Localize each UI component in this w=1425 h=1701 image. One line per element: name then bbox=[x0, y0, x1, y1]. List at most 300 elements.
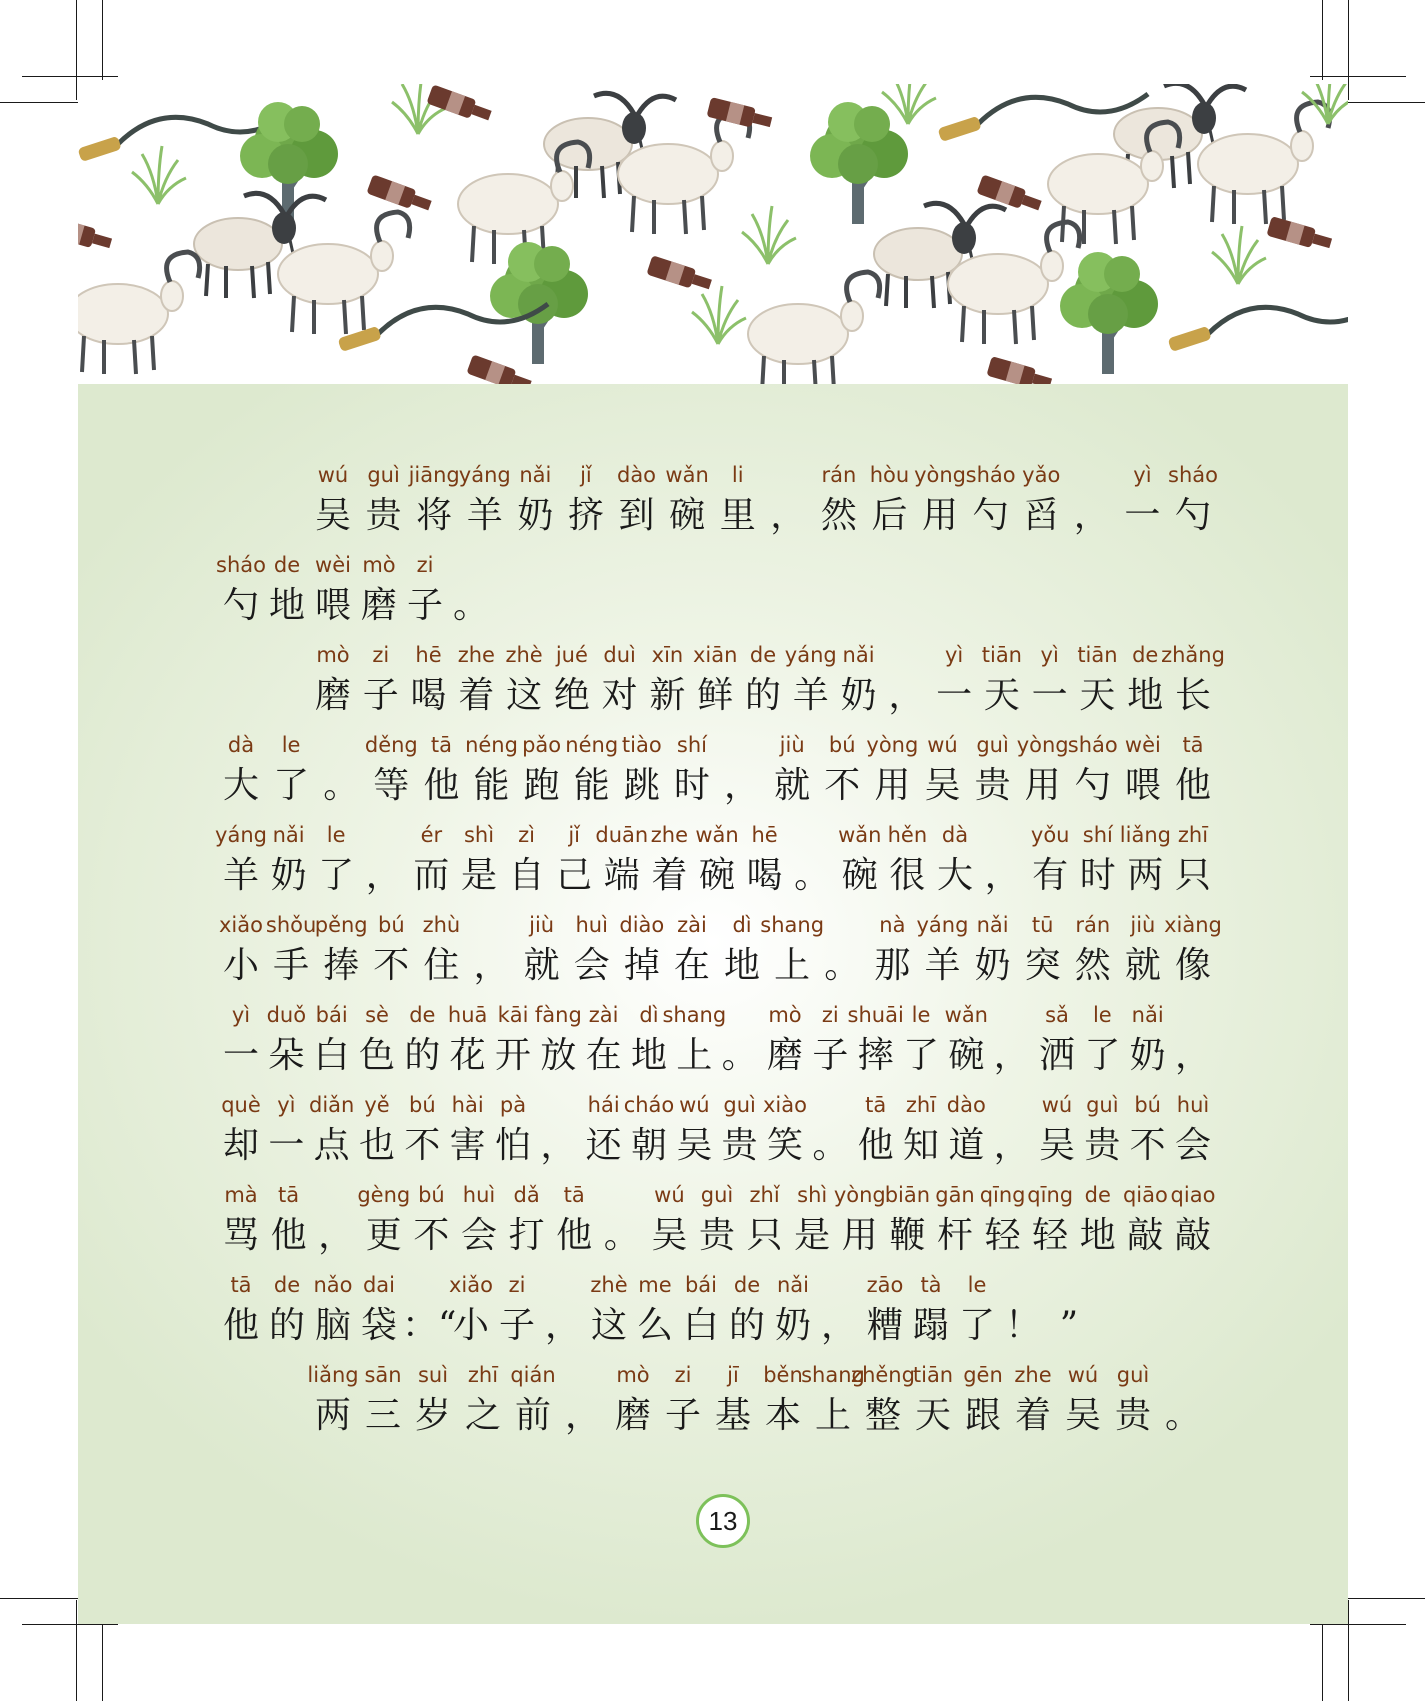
pinyin: zhī bbox=[1177, 823, 1209, 847]
hanzi: 子 bbox=[812, 1035, 849, 1076]
pinyin: duì bbox=[603, 643, 636, 667]
hanzi: 他 bbox=[556, 1215, 593, 1256]
hanzi: 捧 bbox=[323, 945, 360, 986]
pinyin: bú bbox=[828, 733, 856, 757]
hanzi: 骂 bbox=[222, 1215, 259, 1256]
pinyin: jiāng bbox=[408, 463, 460, 487]
pinyin: tiān bbox=[1077, 643, 1118, 667]
hanzi: 两 bbox=[314, 1395, 351, 1436]
pinyin: le bbox=[967, 1273, 987, 1297]
pinyin: tā bbox=[430, 733, 452, 757]
pinyin bbox=[1026, 1268, 1112, 1302]
pinyin: nǎo bbox=[313, 1273, 353, 1297]
pinyin: zhe bbox=[1014, 1363, 1052, 1387]
pinyin: wǎn bbox=[695, 823, 739, 847]
hanzi: 小 bbox=[452, 1305, 489, 1346]
punctuation: 。 bbox=[603, 1215, 640, 1256]
hanzi: 的 bbox=[404, 1035, 441, 1076]
hanzi: 怕 bbox=[494, 1125, 531, 1166]
hanzi-cell bbox=[1164, 908, 1222, 990]
pinyin bbox=[428, 548, 514, 582]
pinyin: dà bbox=[227, 733, 255, 757]
pinyin: hē bbox=[415, 643, 442, 667]
pinyin: tiào bbox=[621, 733, 662, 757]
pinyin: guì bbox=[367, 463, 400, 487]
pinyin: nǎi bbox=[776, 1273, 809, 1297]
pinyin: jué bbox=[555, 643, 588, 667]
pinyin: xīn bbox=[651, 643, 684, 667]
pinyin: zi bbox=[821, 1003, 839, 1027]
crop-mark bbox=[102, 1622, 103, 1701]
hanzi: 着 bbox=[1014, 1395, 1051, 1436]
hanzi: 了 bbox=[1084, 1035, 1121, 1076]
hanzi: 放 bbox=[540, 1035, 577, 1076]
pinyin: zhī bbox=[905, 1093, 937, 1117]
hanzi: 用 bbox=[874, 765, 911, 806]
pinyin: rán bbox=[821, 463, 857, 487]
pinyin: pěng bbox=[314, 913, 368, 937]
hanzi: 吴 bbox=[1064, 1395, 1101, 1436]
pinyin: wú bbox=[679, 1093, 710, 1117]
pinyin: yáng bbox=[458, 463, 511, 487]
crop-mark bbox=[1310, 76, 1406, 77]
pinyin: wú bbox=[927, 733, 958, 757]
hanzi: 他 bbox=[222, 1305, 259, 1346]
pinyin: yì bbox=[1133, 463, 1152, 487]
punctuation: ， bbox=[540, 1125, 577, 1166]
pinyin: qiao bbox=[1170, 1183, 1216, 1207]
hanzi: 敲 bbox=[1174, 1215, 1211, 1256]
hanzi: 子 bbox=[362, 675, 399, 716]
hanzi: 的 bbox=[744, 675, 781, 716]
pinyin: wǎn bbox=[944, 1003, 988, 1027]
pinyin: néng bbox=[565, 733, 619, 757]
hanzi: 碗 bbox=[698, 855, 735, 896]
pinyin: zài bbox=[677, 913, 707, 937]
punctuation: ， bbox=[564, 1395, 601, 1436]
pinyin: shì bbox=[463, 823, 495, 847]
hanzi: 一 bbox=[1031, 675, 1068, 716]
punctuation: ， bbox=[820, 1305, 857, 1346]
hanzi: 子 bbox=[664, 1395, 701, 1436]
hanzi: 碗 bbox=[841, 855, 878, 896]
hanzi: 会 bbox=[460, 1215, 497, 1256]
hanzi-cell bbox=[1170, 458, 1216, 540]
hanzi-cell bbox=[1160, 1358, 1206, 1440]
hanzi: 色 bbox=[358, 1035, 395, 1076]
hanzi: 了 bbox=[273, 765, 310, 806]
hanzi: 一 bbox=[222, 1035, 259, 1076]
pinyin: jī bbox=[727, 1363, 739, 1387]
pinyin: wǎn bbox=[665, 463, 709, 487]
hanzi: 笑 bbox=[766, 1125, 803, 1166]
punctuation: 。 bbox=[721, 1035, 758, 1076]
pinyin: kāi bbox=[497, 1003, 529, 1027]
hanzi: 还 bbox=[585, 1125, 622, 1166]
hanzi: 他 bbox=[423, 765, 460, 806]
hanzi: 羊 bbox=[792, 675, 829, 716]
hanzi: 跳 bbox=[623, 765, 660, 806]
hanzi: 他 bbox=[857, 1125, 894, 1166]
hanzi: 贵 bbox=[974, 765, 1011, 806]
pinyin: shǒu bbox=[265, 913, 317, 937]
hanzi: 的 bbox=[728, 1305, 765, 1346]
hanzi: 天 bbox=[1079, 675, 1116, 716]
pinyin: xiào bbox=[763, 1093, 807, 1117]
pinyin: nǎi bbox=[976, 913, 1009, 937]
pinyin: guì bbox=[976, 733, 1009, 757]
hanzi: 大 bbox=[222, 765, 259, 806]
pinyin: dào bbox=[616, 463, 657, 487]
hanzi: 了 bbox=[318, 855, 355, 896]
pinyin: le bbox=[326, 823, 346, 847]
pinyin: wú bbox=[317, 463, 349, 487]
pinyin: shí bbox=[1082, 823, 1113, 847]
punctuation: 。 bbox=[824, 945, 861, 986]
hanzi: 这 bbox=[506, 675, 543, 716]
hanzi: 本 bbox=[764, 1395, 801, 1436]
hanzi: 喂 bbox=[314, 585, 351, 626]
punctuation: ， bbox=[993, 1125, 1030, 1166]
hanzi: 用 bbox=[922, 495, 959, 536]
pinyin: pà bbox=[499, 1093, 527, 1117]
hanzi: 这 bbox=[590, 1305, 627, 1346]
pinyin: duǒ bbox=[266, 1003, 307, 1027]
pinyin: xiǎo bbox=[449, 1273, 493, 1297]
pinyin: le bbox=[911, 1003, 931, 1027]
hanzi: 勺 bbox=[972, 495, 1009, 536]
pinyin: nǎi bbox=[842, 643, 875, 667]
pinyin: yáng bbox=[784, 643, 837, 667]
pinyin: hěn bbox=[887, 823, 928, 847]
crop-mark bbox=[76, 0, 77, 100]
hanzi: 羊 bbox=[222, 855, 259, 896]
pinyin: yòng bbox=[866, 733, 919, 757]
hanzi: 就 bbox=[774, 765, 811, 806]
pinyin: sháo bbox=[1168, 463, 1218, 487]
hanzi-cell bbox=[1046, 1268, 1092, 1350]
punctuation: ， bbox=[770, 495, 807, 536]
hanzi: 就 bbox=[523, 945, 560, 986]
pinyin: jǐ bbox=[580, 463, 592, 487]
hanzi: 会 bbox=[1174, 1125, 1211, 1166]
pinyin: shí bbox=[676, 733, 707, 757]
pinyin: bú bbox=[377, 913, 405, 937]
hanzi: 贵 bbox=[1114, 1395, 1151, 1436]
hanzi: 不 bbox=[373, 945, 410, 986]
hanzi: 只 bbox=[1174, 855, 1211, 896]
hanzi: 奶 bbox=[774, 1305, 811, 1346]
hanzi: 时 bbox=[673, 765, 710, 806]
pinyin: sháo bbox=[1067, 733, 1118, 757]
hanzi: 奶 bbox=[1129, 1035, 1166, 1076]
hanzi: 鞭 bbox=[889, 1215, 926, 1256]
pinyin: qiāo bbox=[1122, 1183, 1168, 1207]
pinyin: yáng bbox=[916, 913, 969, 937]
hanzi: 后 bbox=[871, 495, 908, 536]
pinyin: shang bbox=[760, 913, 825, 937]
hanzi: 长 bbox=[1174, 675, 1211, 716]
pinyin: nà bbox=[879, 913, 906, 937]
pinyin: yì bbox=[277, 1093, 296, 1117]
pinyin: mò bbox=[616, 1363, 650, 1387]
pinyin: hē bbox=[751, 823, 778, 847]
crop-mark bbox=[1348, 1600, 1349, 1701]
hanzi: 打 bbox=[508, 1215, 545, 1256]
pinyin: què bbox=[221, 1093, 261, 1117]
pinyin: de bbox=[273, 1273, 301, 1297]
punctuation: ， bbox=[544, 1305, 581, 1346]
hanzi: 而 bbox=[413, 855, 450, 896]
pinyin: tā bbox=[563, 1183, 585, 1207]
pinyin: zhǎng bbox=[1161, 643, 1225, 667]
hanzi: 开 bbox=[494, 1035, 531, 1076]
hanzi: 奶 bbox=[974, 945, 1011, 986]
pinyin: zhè bbox=[590, 1273, 628, 1297]
hanzi: 朝 bbox=[630, 1125, 667, 1166]
pinyin: hài bbox=[451, 1093, 484, 1117]
pinyin: bú bbox=[409, 1093, 436, 1117]
hanzi-cell bbox=[1170, 1178, 1216, 1260]
pinyin: yì bbox=[1040, 643, 1059, 667]
crop-mark bbox=[22, 76, 118, 77]
hanzi: 只 bbox=[746, 1215, 783, 1256]
hanzi: 磨 bbox=[614, 1395, 651, 1436]
pinyin: zhǐ bbox=[749, 1183, 780, 1207]
hanzi: 突 bbox=[1024, 945, 1061, 986]
hanzi: 里 bbox=[719, 495, 756, 536]
pinyin: nǎi bbox=[519, 463, 552, 487]
hanzi: 一 bbox=[268, 1125, 305, 1166]
hanzi: 手 bbox=[273, 945, 310, 986]
pinyin: zhù bbox=[422, 913, 461, 937]
pinyin: gān bbox=[935, 1183, 975, 1207]
hanzi: 不 bbox=[404, 1125, 441, 1166]
pinyin bbox=[1140, 1358, 1226, 1392]
pinyin: bái bbox=[684, 1273, 718, 1297]
punctuation: ， bbox=[473, 945, 510, 986]
hanzi: 前 bbox=[514, 1395, 551, 1436]
hanzi: 就 bbox=[1124, 945, 1161, 986]
illustration-banner bbox=[78, 84, 1348, 384]
hanzi: 喝 bbox=[410, 675, 447, 716]
pinyin: de bbox=[1084, 1183, 1111, 1207]
pinyin: wèi bbox=[315, 553, 351, 577]
pinyin: huì bbox=[1176, 1093, 1210, 1117]
pinyin: mò bbox=[316, 643, 350, 667]
pinyin: diào bbox=[619, 913, 665, 937]
pinyin: de bbox=[409, 1003, 436, 1027]
hanzi: 羊 bbox=[466, 495, 503, 536]
hanzi: 贵 bbox=[365, 495, 402, 536]
hanzi: 不 bbox=[824, 765, 861, 806]
pinyin: tā bbox=[278, 1183, 300, 1207]
hanzi: 白 bbox=[682, 1305, 719, 1346]
hanzi: 基 bbox=[714, 1395, 751, 1436]
hanzi: 到 bbox=[618, 495, 655, 536]
pinyin: dì bbox=[639, 1003, 659, 1027]
pinyin: wú bbox=[1067, 1363, 1099, 1387]
pinyin: qīng bbox=[979, 1183, 1026, 1207]
pinyin: tiān bbox=[912, 1363, 954, 1387]
pinyin: hòu bbox=[869, 463, 910, 487]
pinyin: yáng bbox=[215, 823, 267, 847]
hanzi: 能 bbox=[473, 765, 510, 806]
hanzi: 一 bbox=[936, 675, 973, 716]
pinyin: tā bbox=[1182, 733, 1204, 757]
pinyin: gēn bbox=[963, 1363, 1003, 1387]
pinyin: yǒu bbox=[1030, 823, 1070, 847]
hanzi: 的 bbox=[268, 1305, 305, 1346]
hanzi: 很 bbox=[889, 855, 926, 896]
pinyin: rán bbox=[1075, 913, 1111, 937]
punctuation: 。 bbox=[323, 765, 360, 806]
hanzi: 敲 bbox=[1127, 1215, 1164, 1256]
hanzi: 洒 bbox=[1038, 1035, 1075, 1076]
pinyin: le bbox=[281, 733, 301, 757]
hanzi: 却 bbox=[222, 1125, 259, 1166]
pinyin: dà bbox=[941, 823, 969, 847]
pinyin: li bbox=[731, 463, 744, 487]
hanzi: 贵 bbox=[698, 1215, 735, 1256]
pinyin: shang bbox=[662, 1003, 727, 1027]
pinyin: zài bbox=[588, 1003, 619, 1027]
hanzi: 然 bbox=[820, 495, 857, 536]
pinyin: dai bbox=[362, 1273, 396, 1297]
punctuation: ， bbox=[724, 765, 761, 806]
pinyin: de bbox=[749, 643, 777, 667]
hanzi: 勺 bbox=[222, 585, 259, 626]
hanzi: 大 bbox=[936, 855, 973, 896]
hanzi: 在 bbox=[585, 1035, 622, 1076]
hanzi: 像 bbox=[1174, 945, 1211, 986]
pinyin: de bbox=[273, 553, 301, 577]
hanzi: 奶 bbox=[517, 495, 554, 536]
crop-mark bbox=[102, 0, 103, 80]
hanzi: 着 bbox=[458, 675, 495, 716]
hanzi: 用 bbox=[1024, 765, 1061, 806]
hanzi: 也 bbox=[358, 1125, 395, 1166]
pinyin: duān bbox=[595, 823, 649, 847]
pinyin: liǎng bbox=[307, 1363, 359, 1387]
pinyin: zhī bbox=[467, 1363, 499, 1387]
hanzi: 小 bbox=[222, 945, 259, 986]
hanzi: 他 bbox=[270, 1215, 307, 1256]
pinyin: wú bbox=[1041, 1093, 1073, 1117]
pinyin: me bbox=[638, 1273, 672, 1297]
hanzi: 喂 bbox=[1124, 765, 1161, 806]
hanzi: 天 bbox=[983, 675, 1020, 716]
pinyin: gèng bbox=[357, 1183, 411, 1207]
hanzi: 了 bbox=[958, 1305, 995, 1346]
hanzi: 自 bbox=[508, 855, 545, 896]
pinyin: dì bbox=[732, 913, 752, 937]
pinyin: wèi bbox=[1124, 733, 1161, 757]
pinyin: dào bbox=[946, 1093, 986, 1117]
pinyin: sān bbox=[364, 1363, 402, 1387]
hanzi: 一 bbox=[1124, 495, 1161, 536]
pinyin: tà bbox=[920, 1273, 942, 1297]
hanzi: 是 bbox=[794, 1215, 831, 1256]
pinyin: zhěng bbox=[851, 1363, 915, 1387]
pinyin: yòng bbox=[833, 1183, 886, 1207]
hanzi: 能 bbox=[573, 765, 610, 806]
pinyin: xiǎo bbox=[219, 913, 263, 937]
hanzi: 住 bbox=[423, 945, 460, 986]
hanzi-cell bbox=[1170, 818, 1216, 900]
pinyin: zāo bbox=[866, 1273, 904, 1297]
hanzi: 有 bbox=[1032, 855, 1069, 896]
pinyin: xiàng bbox=[1164, 913, 1222, 937]
hanzi: 磨 bbox=[314, 675, 351, 716]
hanzi: 袋 bbox=[360, 1305, 397, 1346]
hanzi: 地 bbox=[1127, 675, 1164, 716]
pinyin: jǐ bbox=[568, 823, 581, 847]
pinyin: yòng bbox=[1016, 733, 1069, 757]
hanzi-cell bbox=[1161, 638, 1225, 720]
hanzi: 端 bbox=[603, 855, 640, 896]
hanzi: 勺 bbox=[1174, 495, 1211, 536]
pinyin: zhe bbox=[457, 643, 495, 667]
hanzi: 奶 bbox=[270, 855, 307, 896]
hanzi: 摔 bbox=[857, 1035, 894, 1076]
punctuation: 。 bbox=[452, 585, 489, 626]
hanzi: 害 bbox=[449, 1125, 486, 1166]
pinyin: biān bbox=[884, 1183, 931, 1207]
pinyin: de bbox=[1132, 643, 1159, 667]
pinyin: de bbox=[733, 1273, 761, 1297]
punctuation: 。 bbox=[794, 855, 831, 896]
hanzi: 地 bbox=[268, 585, 305, 626]
hanzi: 脑 bbox=[314, 1305, 351, 1346]
hanzi: 然 bbox=[1074, 945, 1111, 986]
hanzi: 糟 bbox=[866, 1305, 903, 1346]
hanzi: 跟 bbox=[964, 1395, 1001, 1436]
hanzi: 等 bbox=[373, 765, 410, 806]
pinyin: shang bbox=[801, 1363, 865, 1387]
pinyin: ér bbox=[420, 823, 443, 847]
hanzi: 磨 bbox=[360, 585, 397, 626]
hanzi: 道 bbox=[948, 1125, 985, 1166]
pinyin: wú bbox=[654, 1183, 685, 1207]
pinyin: jiù bbox=[529, 913, 555, 937]
hanzi: 地 bbox=[1079, 1215, 1116, 1256]
hanzi: 吴 bbox=[676, 1125, 713, 1166]
punctuation: ， bbox=[984, 855, 1021, 896]
pinyin: shuāi bbox=[847, 1003, 904, 1027]
pinyin: zì bbox=[518, 823, 536, 847]
hanzi: 掉 bbox=[623, 945, 660, 986]
pinyin: yì bbox=[231, 1003, 251, 1027]
punctuation: ， bbox=[1174, 1035, 1211, 1076]
pinyin: guì bbox=[723, 1093, 756, 1117]
hanzi: 吴 bbox=[651, 1215, 688, 1256]
pinyin: pǎo bbox=[522, 733, 562, 757]
hanzi: 地 bbox=[724, 945, 761, 986]
pinyin: sháo bbox=[216, 553, 266, 577]
pinyin: zhe bbox=[650, 823, 689, 847]
pinyin: mà bbox=[224, 1183, 258, 1207]
hanzi: 杆 bbox=[936, 1215, 973, 1256]
pinyin: wǎn bbox=[838, 823, 882, 847]
pinyin: bú bbox=[1134, 1093, 1161, 1117]
hanzi: 鲜 bbox=[697, 675, 734, 716]
pinyin: fàng bbox=[534, 1003, 582, 1027]
pinyin: běn bbox=[763, 1363, 803, 1387]
pinyin: mò bbox=[768, 1003, 802, 1027]
hanzi: 喝 bbox=[746, 855, 783, 896]
pinyin: jiù bbox=[779, 733, 805, 757]
